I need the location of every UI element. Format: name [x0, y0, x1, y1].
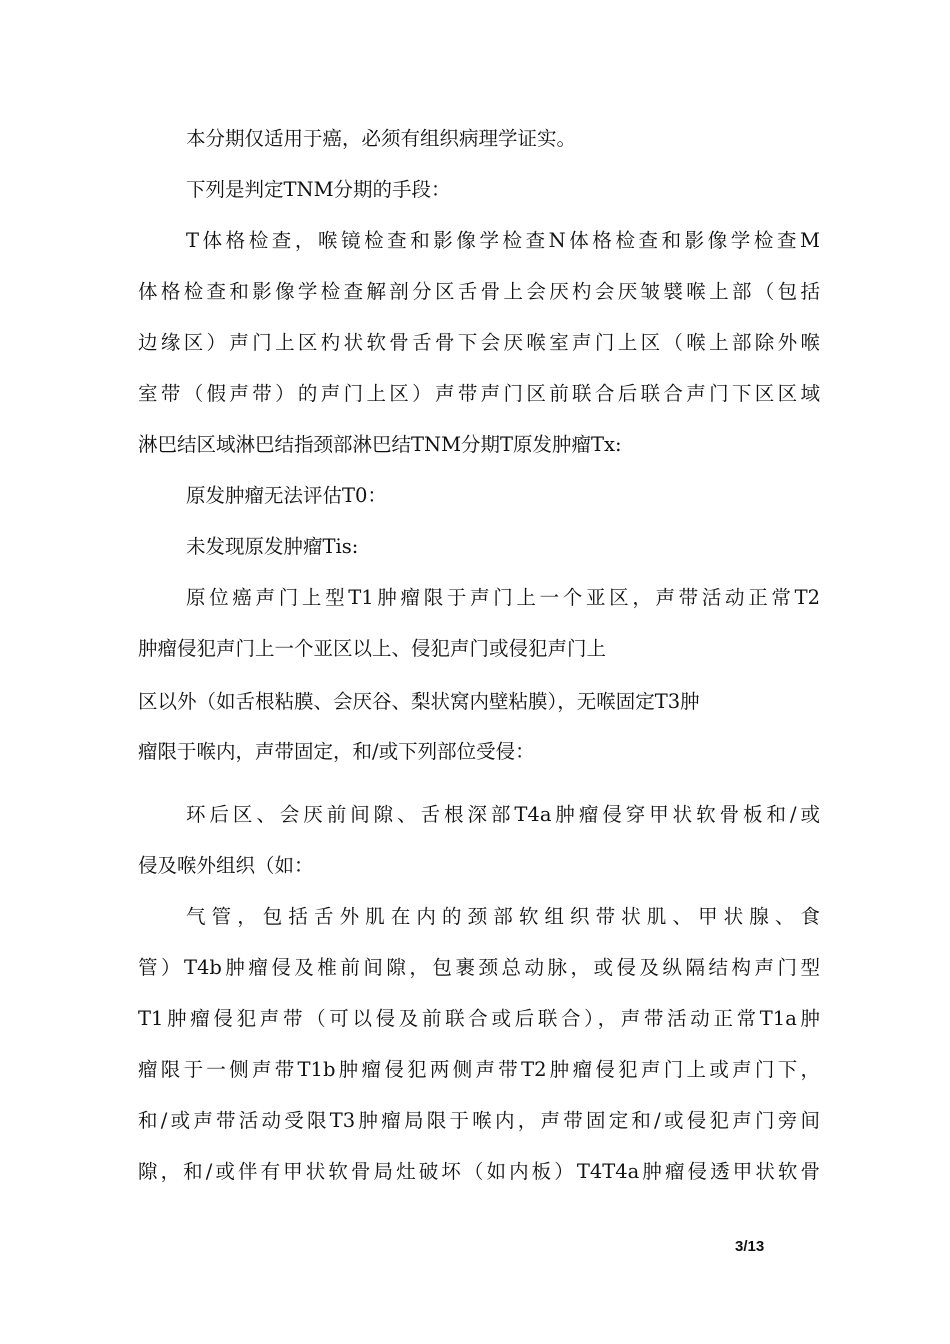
text-line: 隙，和/或伴有甲状软骨局灶破坏（如内板）T4T4a肿瘤侵透甲状软骨 — [138, 1160, 820, 1183]
text-line: 区以外（如舌根粘膜、会厌谷、梨状窝内壁粘膜），无喉固定T3肿 — [138, 690, 700, 713]
text-line: 和/或声带活动受限T3肿瘤局限于喉内，声带固定和/或侵犯声门旁间 — [138, 1109, 820, 1132]
text-line: T体格检查，喉镜检查和影像学检查N体格检查和影像学检查M — [186, 229, 820, 252]
text-line: 环后区、会厌前间隙、舌根深部T4a肿瘤侵穿甲状软骨板和/或 — [186, 803, 820, 826]
text-line: 瘤限于一侧声带T1b肿瘤侵犯两侧声带T2肿瘤侵犯声门上或声门下， — [138, 1058, 820, 1081]
text-line: 瘤限于喉内，声带固定，和/或下列部位受侵： — [138, 740, 535, 763]
text-line: 肿瘤侵犯声门上一个亚区以上、侵犯声门或侵犯声门上 — [138, 637, 607, 660]
text-line: 室带（假声带）的声门上区）声带声门区前联合后联合声门下区区域 — [138, 382, 820, 405]
text-line: 下列是判定TNM分期的手段： — [186, 178, 451, 201]
page-number: 3/13 — [735, 1238, 765, 1255]
text-line: 管）T4b肿瘤侵及椎前间隙，包裹颈总动脉，或侵及纵隔结构声门型 — [138, 956, 820, 979]
text-line: 原位癌声门上型T1肿瘤限于声门上一个亚区，声带活动正常T2 — [186, 586, 820, 609]
text-line: 本分期仅适用于癌，必须有组织病理学证实。 — [186, 127, 577, 150]
text-line: 气管，包括舌外肌在内的颈部软组织带状肌、甲状腺、食 — [186, 905, 820, 928]
text-line: 侵及喉外组织（如： — [138, 854, 314, 877]
text-line: 体格检查和影像学检查解剖分区舌骨上会厌杓会厌皱襞喉上部（包括 — [138, 280, 820, 303]
text-line: 原发肿瘤无法评估T0： — [186, 484, 387, 507]
text-line: 边缘区）声门上区杓状软骨舌骨下会厌喉室声门上区（喉上部除外喉 — [138, 331, 820, 354]
text-line: 未发现原发肿瘤Tis: — [186, 535, 359, 558]
text-line: 淋巴结区域淋巴结指颈部淋巴结TNM分期T原发肿瘤Tx: — [138, 433, 622, 456]
text-line: T1肿瘤侵犯声带（可以侵及前联合或后联合），声带活动正常T1a肿 — [138, 1007, 820, 1030]
